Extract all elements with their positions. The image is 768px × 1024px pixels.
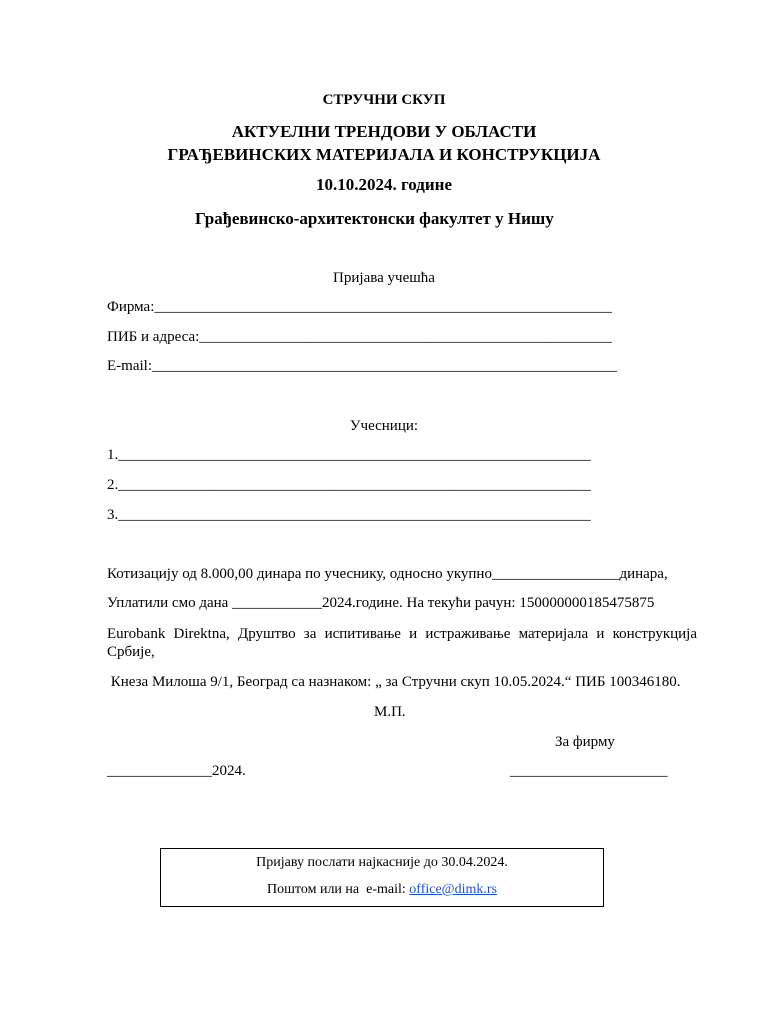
email-field: E-mail:______________________________________________________________ xyxy=(107,358,617,374)
notice-box xyxy=(160,848,604,907)
send-prefix: Поштом или на e-mail: xyxy=(267,882,410,897)
send-info xyxy=(161,882,603,898)
firm-field: Фирма:_____________________________________________________________ xyxy=(107,299,612,315)
title-line-1: АКТУЕЛНИ ТРЕНДОВИ У ОБЛАСТИ xyxy=(231,122,537,141)
participant-line-2: 2._______________________________________________________________ xyxy=(107,477,591,493)
participant-line-1: 1._______________________________________________________________ xyxy=(107,447,591,463)
participant-line-3: 3._______________________________________________________________ xyxy=(107,507,591,523)
participants-heading: Учесници: xyxy=(349,418,419,434)
event-venue: Грађевинско-архитектонски факултет у Нишу xyxy=(195,209,554,228)
deadline-text: Пријаву послати најкасније до 30.04.2024. xyxy=(256,855,508,870)
fee-line: Котизацију од 8.000,00 динара по учеснику, односно укупно_________________динара, xyxy=(107,566,668,582)
address-line: Кнеза Милоша 9/1, Београд са назнаком: „ за Стручни скуп 10.05.2024.“ ПИБ 100346180. xyxy=(107,674,681,690)
bank-line-continued: Србије, xyxy=(107,644,155,660)
date-line: ______________2024. xyxy=(107,763,246,779)
signature-line: _____________________ xyxy=(510,763,668,779)
email-link[interactable]: office@dimk.rs xyxy=(409,882,497,897)
stamp-label: М.П. xyxy=(374,704,406,720)
bank-line: Eurobank Direktna, Друштво за испитивање и истраживање материјала и конструкција xyxy=(107,626,697,642)
title-line-2: ГРАЂЕВИНСКИХ МАТЕРИЈАЛА И КОНСТРУКЦИЈА xyxy=(167,145,601,164)
event-type: СТРУЧНИ СКУП xyxy=(322,92,446,108)
application-heading: Пријава учешћа xyxy=(333,270,435,286)
paid-line: Уплатили смо дана ____________2024.године. На текући рачун: 150000000185475875 xyxy=(107,595,655,611)
for-firm-label: За фирму xyxy=(555,734,615,750)
event-date: 10.10.2024. године xyxy=(315,175,453,194)
pib-address-field: ПИБ и адреса:_______________________________________________________ xyxy=(107,329,612,345)
